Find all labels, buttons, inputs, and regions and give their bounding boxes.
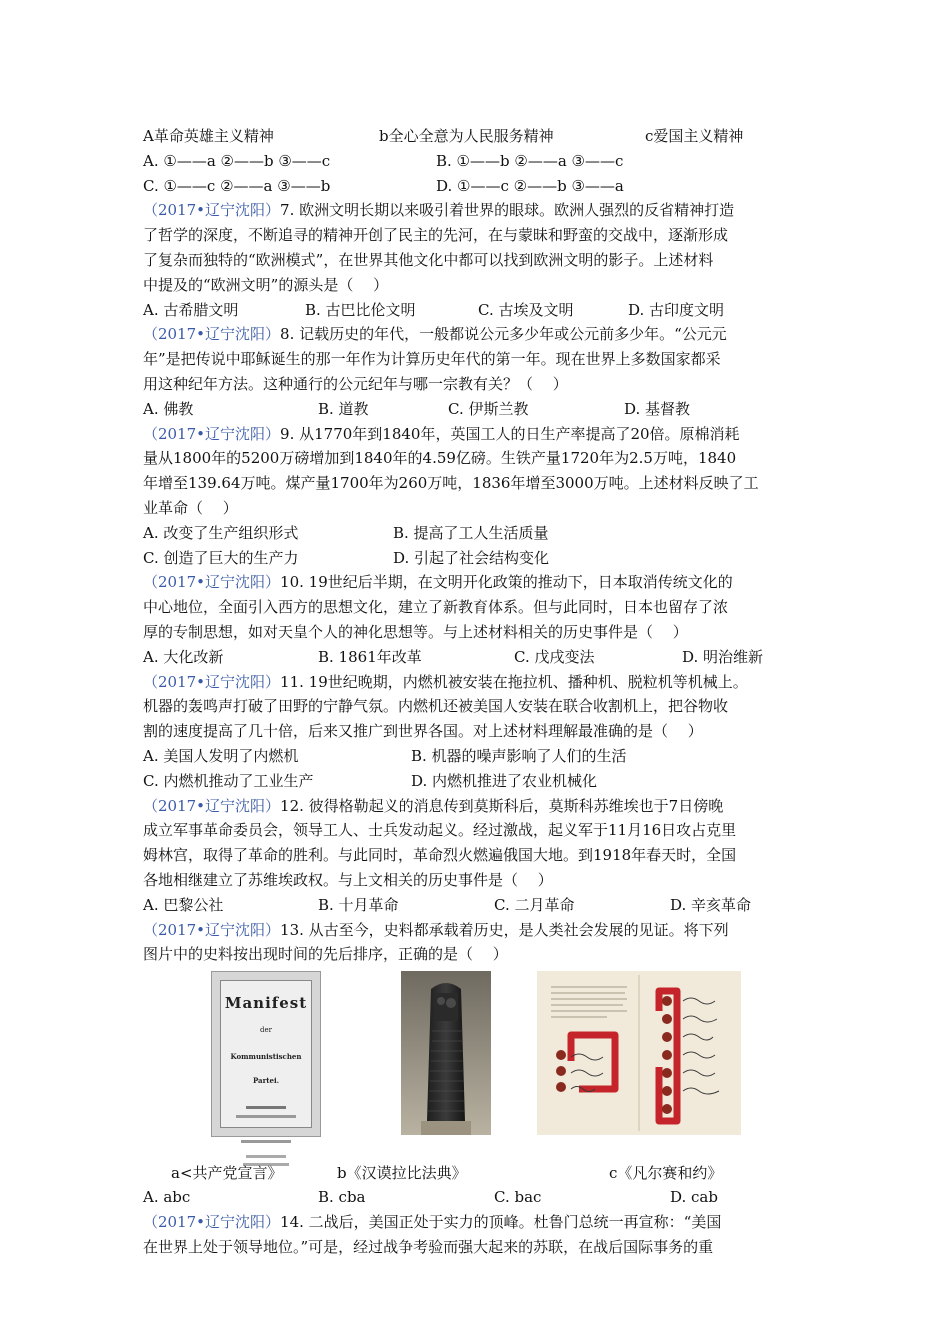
q7-option-b: B. 古巴比伦文明 bbox=[305, 300, 416, 319]
q9-line: 9. 从1770年到1840年，英国工人的日生产率提高了20倍。原棉消耗 bbox=[280, 424, 740, 443]
q6-option-b: B. ①——b ②——a ③——c bbox=[436, 151, 624, 170]
q7-source: （2017•辽宁沈阳） bbox=[143, 201, 281, 220]
q6-option-d: D. ①——c ②——b ③——a bbox=[436, 176, 624, 195]
q10-option-a: A. 大化改新 bbox=[143, 647, 224, 666]
q11-stem bbox=[143, 670, 813, 744]
q12-line: 12. 彼得格勒起义的消息传到莫斯科后，莫斯科苏维埃也于7日傍晚 bbox=[280, 796, 724, 815]
q8-stem bbox=[143, 322, 813, 396]
q8-option-d: D. 基督教 bbox=[624, 399, 691, 418]
caption-c: c《凡尔赛和约》 bbox=[609, 1164, 723, 1183]
q6-item-b: b全心全意为人民服务精神 bbox=[379, 127, 554, 145]
q11-options-row2 bbox=[143, 769, 813, 794]
q11-source: （2017•辽宁沈阳） bbox=[143, 672, 281, 691]
q9-option-c: C. 创造了巨大的生产力 bbox=[143, 548, 299, 567]
q9-source: （2017•辽宁沈阳） bbox=[143, 424, 281, 443]
q12-stem bbox=[143, 794, 813, 893]
q14-stem bbox=[143, 1210, 813, 1260]
q7-options bbox=[143, 298, 813, 323]
q13-options bbox=[143, 1185, 813, 1210]
q10-options bbox=[143, 645, 813, 670]
q11-line: 机器的轰鸣声打破了田野的宁静气氛。内燃机还被美国人安装在联合收割机上，把谷物收 bbox=[143, 697, 729, 716]
q14-line: 在世界上处于领导地位。”可是，经过战争考验而强大起来的苏联，在战后国际事务的重 bbox=[143, 1237, 714, 1256]
q8-option-c: C. 伊斯兰教 bbox=[448, 399, 529, 418]
q14-line: 14. 二战后，美国正处于实力的顶峰。杜鲁门总统一再宣称：“美国 bbox=[280, 1212, 722, 1231]
q6-options-row1 bbox=[143, 149, 813, 174]
q10-line: 10. 19世纪后半期，在文明开化政策的推动下，日本取消传统文化的 bbox=[280, 573, 733, 592]
q12-source: （2017•辽宁沈阳） bbox=[143, 796, 281, 815]
q12-options bbox=[143, 893, 813, 918]
q9-option-b: B. 提高了工人生活质量 bbox=[393, 523, 549, 542]
q11-line: 11. 19世纪晚期，内燃机被安装在拖拉机、播种机、脱粒机等机械上。 bbox=[280, 672, 748, 691]
manifesto-image bbox=[211, 971, 321, 1137]
q13-source: （2017•辽宁沈阳） bbox=[143, 920, 281, 939]
q13-option-a: A. abc bbox=[143, 1188, 191, 1207]
q6-items bbox=[143, 124, 813, 149]
q6-option-a: A. ①——a ②——b ③——c bbox=[143, 151, 331, 170]
manifesto-title: Manifest bbox=[224, 994, 308, 1013]
q9-options-row2 bbox=[143, 546, 813, 571]
q8-line: 年”是把传说中耶稣诞生的那一年作为计算历史年代的第一年。现在世界上多数国家都采 bbox=[143, 350, 721, 369]
q7-line: 了复杂而独特的“欧洲模式”，在世界其他文化中都可以找到欧洲文明的影子。上述材料 bbox=[143, 250, 714, 269]
q10-option-b: B. 1861年改革 bbox=[318, 647, 422, 666]
q13-line: 13. 从古至今，史料都承载着历史，是人类社会发展的见证。将下列 bbox=[280, 920, 729, 939]
versailles-image bbox=[537, 971, 741, 1135]
q10-line: 中心地位，全面引入西方的思想文化，建立了新教育体系。但与此同时，日本也留存了浓 bbox=[143, 598, 729, 617]
q7-line: 了哲学的深度，不断追寻的精神开创了民主的先河，在与蒙昧和野蛮的交战中，逐渐形成 bbox=[143, 226, 729, 245]
manifesto-sub: der bbox=[260, 1025, 272, 1034]
q13-figures bbox=[143, 971, 813, 1161]
q9-option-d: D. 引起了社会结构变化 bbox=[393, 548, 550, 567]
q9-stem bbox=[143, 422, 813, 521]
q13-option-d: D. cab bbox=[670, 1188, 718, 1207]
q7-line: 7. 欧洲文明长期以来吸引着世界的眼球。欧洲人强烈的反省精神打造 bbox=[280, 201, 735, 220]
q12-option-b: B. 十月革命 bbox=[318, 895, 399, 914]
q6-option-c: C. ①——c ②——a ③——b bbox=[143, 176, 331, 195]
q12-option-d: D. 辛亥革命 bbox=[670, 895, 752, 914]
q7-option-c: C. 古埃及文明 bbox=[478, 300, 574, 319]
q12-line: 姆林宫，取得了革命的胜利。与此同时，革命烈火燃遍俄国大地。到1918年春天时，全国 bbox=[143, 846, 737, 865]
q13-option-c: C. bac bbox=[494, 1188, 542, 1207]
manifesto-party: Kommunistischen Partei. bbox=[230, 1051, 302, 1086]
hammurabi-image bbox=[401, 971, 491, 1135]
q14-source: （2017•辽宁沈阳） bbox=[143, 1212, 281, 1231]
q12-option-c: C. 二月革命 bbox=[494, 895, 575, 914]
document-page bbox=[143, 124, 813, 1259]
q13-captions bbox=[143, 1161, 813, 1185]
q9-line: 年增至139.64万吨。煤产量1700年为260万吨，1836年增至3000万吨。上述材料反映了工 bbox=[143, 474, 759, 493]
q10-option-d: D. 明治维新 bbox=[682, 647, 764, 666]
q11-option-a: A. 美国人发明了内燃机 bbox=[143, 746, 299, 765]
q6-item-c: c爱国主义精神 bbox=[645, 127, 744, 145]
q7-option-d: D. 古印度文明 bbox=[628, 300, 725, 319]
q13-option-b: B. cba bbox=[318, 1188, 366, 1207]
q8-option-a: A. 佛教 bbox=[143, 399, 194, 418]
q8-source: （2017•辽宁沈阳） bbox=[143, 325, 281, 344]
q13-stem bbox=[143, 918, 813, 968]
q11-option-c: C. 内燃机推动了工业生产 bbox=[143, 771, 314, 790]
q11-line: 割的速度提高了几十倍，后来又推广到世界各国。对上述材料理解最准确的是（ ） bbox=[143, 722, 703, 741]
q7-stem bbox=[143, 198, 813, 297]
q12-line: 成立军事革命委员会，领导工人、士兵发动起义。经过激战，起义军于11月16日攻占克里 bbox=[143, 821, 737, 840]
q8-line: 用这种纪年方法。这种通行的公元纪年与哪一宗教有关？（ ） bbox=[143, 374, 568, 393]
q9-option-a: A. 改变了生产组织形式 bbox=[143, 523, 299, 542]
q11-option-d: D. 内燃机推进了农业机械化 bbox=[411, 771, 598, 790]
q10-source: （2017•辽宁沈阳） bbox=[143, 573, 281, 592]
q10-line: 厚的专制思想，如对天皇个人的神化思想等。与上述材料相关的历史事件是（ ） bbox=[143, 622, 688, 641]
caption-b: b《汉谟拉比法典》 bbox=[337, 1164, 467, 1183]
q6-item-a: A革命英雄主义精神 bbox=[143, 127, 274, 145]
q7-option-a: A. 古希腊文明 bbox=[143, 300, 239, 319]
q8-options bbox=[143, 397, 813, 422]
q7-line: 中提及的“欧洲文明”的源头是（ ） bbox=[143, 275, 389, 294]
q8-option-b: B. 道教 bbox=[318, 399, 369, 418]
q8-line: 8. 记载历史的年代，一般都说公元多少年或公元前多少年。“公元元 bbox=[280, 325, 727, 344]
q9-options-row1 bbox=[143, 521, 813, 546]
q12-option-a: A. 巴黎公社 bbox=[143, 895, 224, 914]
q9-line: 业革命（ ） bbox=[143, 498, 238, 517]
q13-line: 图片中的史料按出现时间的先后排序，正确的是（ ） bbox=[143, 945, 508, 964]
q10-option-c: C. 戊戌变法 bbox=[514, 647, 595, 666]
q11-options-row1 bbox=[143, 744, 813, 769]
q10-stem bbox=[143, 570, 813, 644]
q9-line: 量从1800年的5200万磅增加到1840年的4.59亿磅。生铁产量1720年为2.5万吨，1840 bbox=[143, 449, 737, 468]
q12-line: 各地相继建立了苏维埃政权。与上文相关的历史事件是（ ） bbox=[143, 870, 553, 889]
caption-a: a<共产党宣言》 bbox=[171, 1164, 283, 1183]
q6-options-row2 bbox=[143, 174, 813, 199]
q11-option-b: B. 机器的噪声影响了人们的生活 bbox=[411, 746, 627, 765]
